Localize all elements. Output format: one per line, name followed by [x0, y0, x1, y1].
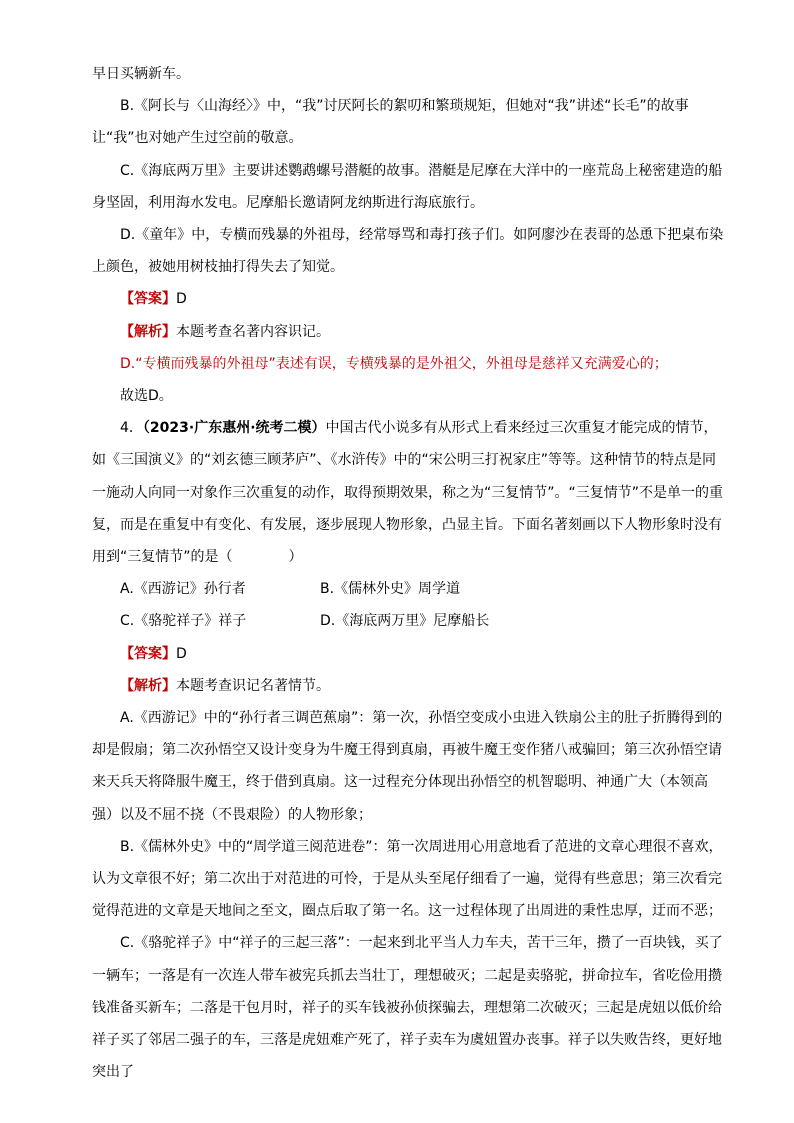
answer-line-q4 [92, 638, 724, 670]
question-text-end: ） [288, 549, 303, 566]
option-c: C.《骆驼祥子》祥子 [120, 613, 247, 630]
option-d: D.《海底两万里》尼摩船长 [320, 613, 490, 630]
option-c-paragraph: C.《海底两万里》主要讲述鹦鹉螺号潜艇的故事。潜艇是尼摩在大洋中的一座荒岛上秘密建造的船身坚固，利用海水发电。尼摩船长邀请阿龙纳斯进行海底旅行。 [92, 162, 723, 211]
answer-value: D [176, 291, 187, 308]
question-text: 中国古代小说多有从形式上看来经过三次重复才能完成的情节，如《三国演义》的“刘玄德三顾茅庐”、《水浒传》中的“宋公明三打祝家庄”等等。这种情节的特点是同一施动人向同一对象作三次重复的动作，取得预期效果，称之为“三复情节”。“三复情节”不是单一的重复，而是在重复中有变化、有发展，逐步展现人物形象，凸显主旨。下面名著刻画以下人物形象时没有用到“三复情节”的是（ [92, 420, 724, 566]
analysis-detail: D.“专横而残暴的外祖母”表述有误，专横残暴的是外祖父，外祖母是慈祥又充满爱心的； [120, 355, 668, 372]
analysis-tag: 【解析】 [120, 323, 176, 340]
options-row-2 [92, 605, 724, 637]
question-number: 4． [120, 420, 143, 437]
answer-value-q4: D [176, 645, 187, 662]
analysis-conclusion: 故选D。 [120, 388, 173, 405]
option-d-paragraph: D.《童年》中，专横而残暴的外祖母，经常辱骂和毒打孩子们。如阿廖沙在表哥的怂恿下把桌布染上颜色，被她用树枝抽打得失去了知觉。 [92, 227, 724, 276]
question-4-stem [92, 412, 724, 573]
explanation-b: B.《儒林外史》中的“周学道三阅范进卷”：第一次周进用心用意地看了范进的文章心理很不喜欢，认为文章很不好；第二次出于对范进的可怜，于是从头至尾仔细看了一遍，觉得有些意思；第三次看完觉得范进的文章是天地间之至文，圈点后取了第一名。这一过程体现了出周进的秉性忠厚，迂而不恶； [92, 838, 723, 920]
analysis-line-q4 [92, 670, 724, 702]
analysis-text: 本题考查名著内容识记。 [176, 323, 330, 340]
question-source: （2023·广东惠州·统考二模） [142, 420, 326, 437]
analysis-text-q4: 本题考查识记名著情节。 [176, 677, 330, 694]
answer-tag-q4: 【答案】 [120, 645, 176, 662]
continued-option-a-text: 早日买辆新车。 [92, 66, 190, 82]
explanation-a: A.《西游记》中的“孙行者三调芭蕉扇”：第一次，孙悟空变成小虫进入铁扇公主的肚子折腾得到的却是假扇；第二次孙悟空又设计变身为牛魔王得到真扇，再被牛魔王变作猪八戒骗回；第三次孙悟空请来天兵天将降服牛魔王，终于借到真扇。这一过程充分体现出孙悟空的机智聪明、神通广大（本领高强）以及不屈不挠（不畏艰险）的人物形象； [92, 710, 723, 823]
analysis-line [92, 316, 724, 348]
option-b-paragraph: B.《阿长与〈山海经〉》中，“我”讨厌阿长的絮叨和繁琐规矩，但她对“我”讲述“长毛”的故事让“我”也对她产生过空前的敬意。 [92, 98, 689, 147]
answer-tag: 【答案】 [120, 291, 176, 308]
options-row-1 [92, 573, 724, 605]
answer-line [92, 283, 724, 315]
option-a: A.《西游记》孙行者 [120, 581, 246, 598]
option-b: B.《儒林外史》周学道 [320, 581, 461, 598]
analysis-tag-q4: 【解析】 [120, 677, 176, 694]
explanation-c: C.《骆驼祥子》中“祥子的三起三落”：一起来到北平当人力车夫，苦干三年，攒了一百块钱，买了一辆车；一落是有一次连人带车被宪兵抓去当壮丁，理想破灭；二起是卖骆驼，拼命拉车，省吃俭用攒钱准备买新车；二落是干包月时，祥子的买车钱被孙侦探骗去，理想第二次破灭；三起是虎妞以低价给祥子买了邻居二强子的车，三落是虎妞难产死了，祥子卖车为虞妞置办丧事。祥子以失败告终，更好地突出了 [92, 935, 723, 1081]
